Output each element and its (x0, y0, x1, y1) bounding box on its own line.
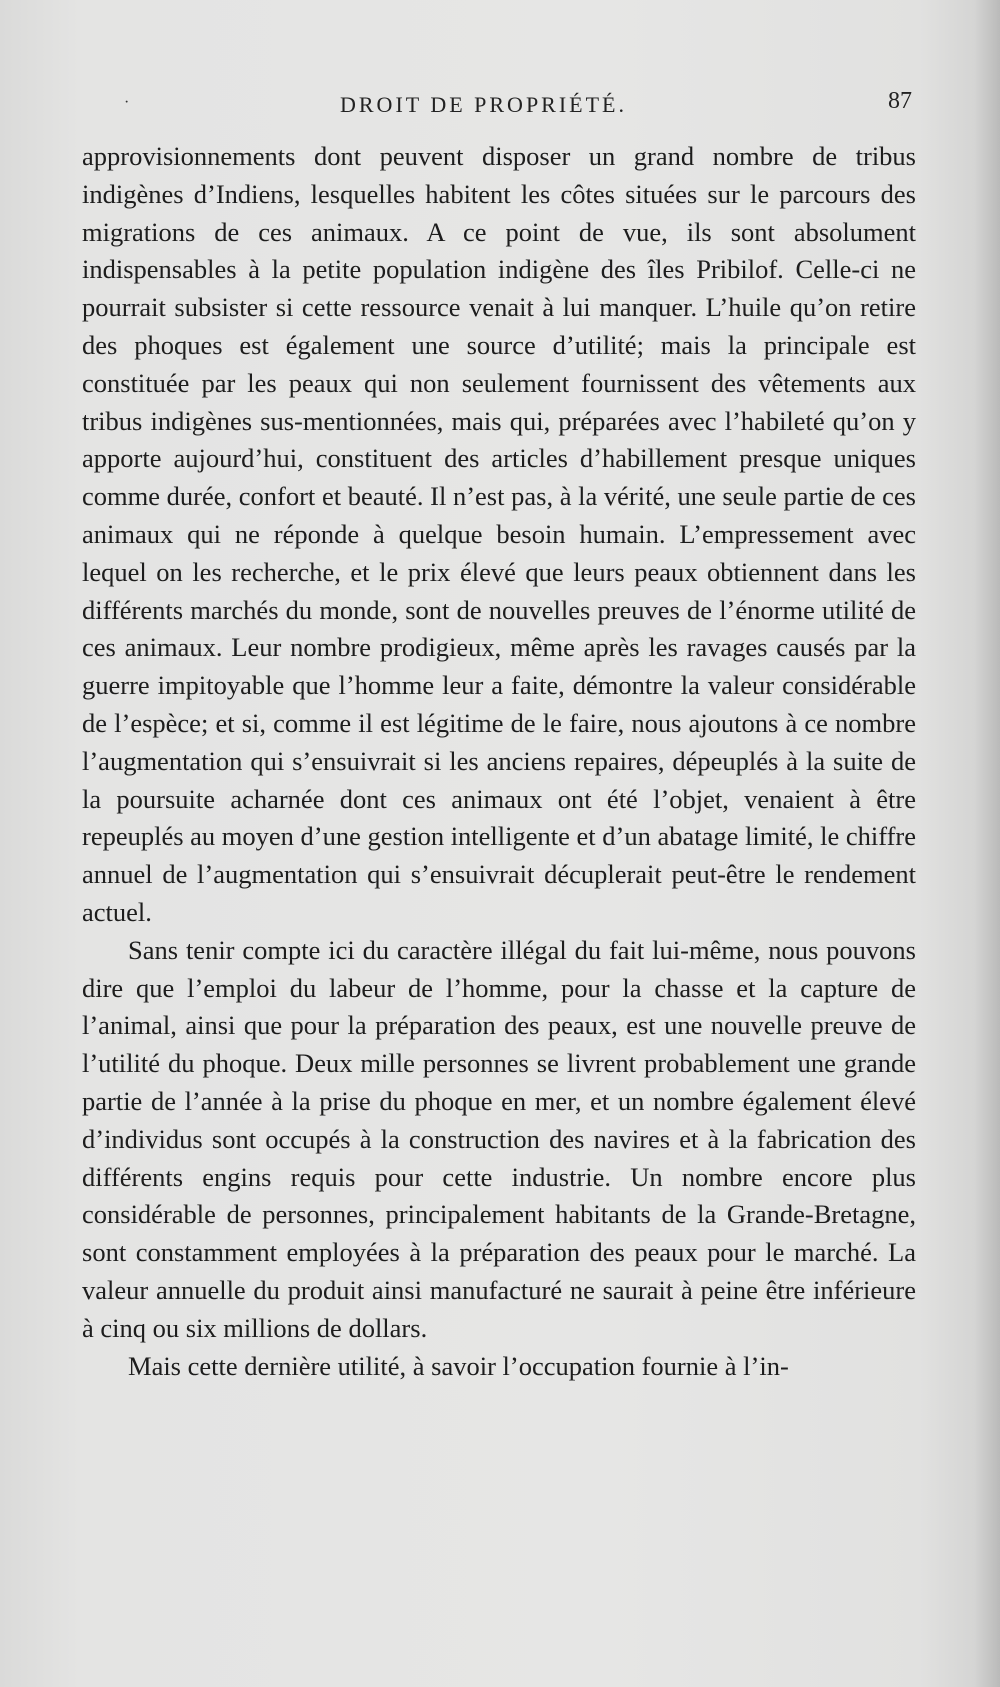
page-header (0, 88, 1000, 128)
running-title: DROIT DE PROPRIÉTÉ. (340, 92, 627, 117)
body-text (82, 138, 916, 1385)
corner-mark: · (124, 94, 130, 111)
paragraph: approvisionnements dont peuvent disposer un grand nombre de tribus indigènes d’Indiens, lesquelles habitent les côtes situées sur le parcours des migrations de ces animaux. A ce point de vue, ils sont absolument indispensables à la petite population indigène des îles Pribilof. Celle-ci ne pourrait subsister si cette ressource venait à lui manquer. L’huile qu’on retire des phoques est également une source d’utilité; mais la principale est constituée par les peaux qui non seulement fournissent des vêtements aux tribus indigènes sus-mentionnées, mais qui, préparées avec l’habileté qu’on y apporte aujourd’hui, constituent des articles d’habillement presque uniques comme durée, confort et beauté. Il n’est pas, à la vérité, une seule partie de ces animaux qui ne réponde à quelque besoin humain. L’empressement avec lequel on les recherche, et le prix élevé que leurs peaux obtiennent dans les différents marchés du monde, sont de nouvelles preuves de l’énorme utilité de ces animaux. Leur nombre prodigieux, même après les ravages causés par la guerre impitoyable que l’homme leur a faite, démontre la valeur considérable de l’espèce; et si, comme il est légitime de le faire, nous ajoutons à ce nombre l’augmentation qui s’ensuivrait si les anciens repaires, dépeuplés à la suite de la poursuite acharnée dont ces animaux ont été l’objet, venaient à être repeuplés au moyen d’une gestion intelligente et d’un abatage limité, le chiffre annuel de l’augmentation qui s’ensuivrait décuplerait peut-être le rendement actuel. (82, 141, 916, 927)
paragraph: Sans tenir compte ici du caractère illégal du fait lui-même, nous pouvons dire que l’emploi du labeur de l’homme, pour la chasse et la capture de l’animal, ainsi que pour la préparation des peaux, est une nouvelle preuve de l’utilité du phoque. Deux mille personnes se livrent probablement une grande partie de l’année à la prise du phoque en mer, et un nombre également élevé d’individus sont occupés à la construction des navires et à la fabrication des différents engins requis pour cette industrie. Un nombre encore plus considérable de personnes, principalement habitants de la Grande-Bretagne, sont constamment employées à la préparation des peaux pour le marché. La valeur annuelle du produit ainsi manufacturé ne saurait à peine être inférieure à cinq ou six millions de dollars. (82, 934, 916, 1343)
page-edge-shadow (974, 0, 1000, 1687)
paragraph: Mais cette dernière utilité, à savoir l’occupation fournie à l’in- (128, 1350, 789, 1381)
page-number: 87 (888, 88, 912, 114)
